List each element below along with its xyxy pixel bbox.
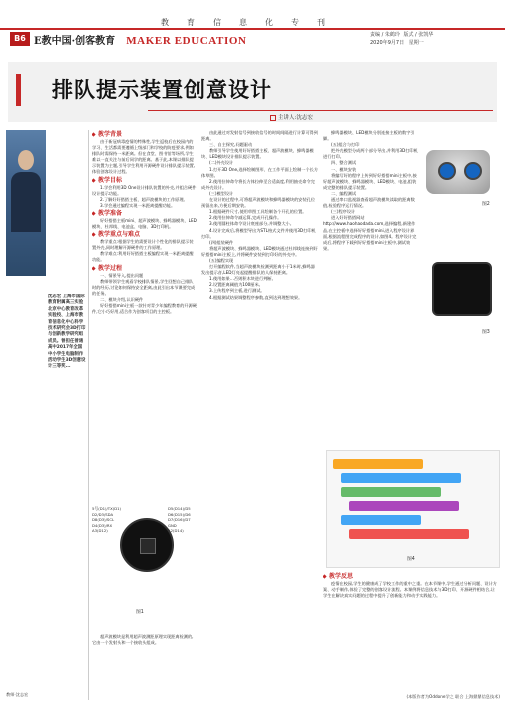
paragraph: 1.根据硬件尺寸,使用草图工具绘制各个开孔的位置。: [209, 209, 307, 215]
device-eye-right: [464, 162, 482, 180]
paragraph: (四)组装硬件: [209, 239, 234, 245]
pin-label: A2(D14): [168, 528, 184, 533]
paragraph: 将超声波模块、蜂鸣器模块、LED模块通过杜邦线连接到好好搭搭mini主板上,并将硬件安装到打印好的外壳中。: [201, 245, 318, 257]
paragraph: 2.使用拉伸命令将长方体拉伸至合适高度,利用抽壳命令完成外壳设计。: [201, 178, 315, 190]
paragraph: 超声波模块是利用超声波测距原理实现距离检测的,它由一个发射头和一个接收头组成。: [92, 634, 194, 646]
paragraph: 3.学会通过编程实现一米距离提醒功能。: [100, 202, 176, 208]
paragraph: (三)程序设计: [331, 209, 356, 215]
section-heading-text: 教学目标: [98, 176, 123, 184]
header-rule: [0, 28, 505, 30]
paragraph: (三)模型设计: [209, 190, 234, 196]
figure-3: [422, 248, 498, 340]
figure-4: [326, 450, 500, 568]
paragraph: 在设计的过程中,可将超声波模块和蜂鸣器模块的安装孔位预留出来,方便后期安装。: [201, 197, 316, 209]
paragraph: 3.上传程序到主板,进行测试。: [209, 288, 265, 294]
paragraph: 教学难点:利用好好搭搭主板编程实现一米距离提醒功能。: [92, 251, 194, 263]
paragraph: 1.使用如果…否则积木块进行判断。: [209, 276, 276, 282]
paragraph: 由此通过对发射信号到接收信号的时间间隔进行计算可得到距离。: [201, 130, 318, 142]
author-label: 主讲人:沈志宏: [278, 115, 313, 121]
pin-label: D5(D14)/D5: [168, 506, 191, 511]
paragraph: 1.学会利用3D One设计排队装置的外壳,并组合硬件设计提示功能。: [92, 184, 197, 196]
section-heading-text: 教学反思: [329, 573, 354, 580]
paragraph: (五)编程实现: [209, 257, 234, 263]
bio-divider: [88, 130, 89, 700]
figure-3-label: 图3: [482, 330, 490, 335]
figure-2: [422, 130, 498, 220]
paragraph: 将编写好的程序上传到好好搭搭mini主板中,接好超声波模块、蜂鸣器模块、LED模块、电池,组装成完整的排队提示装置。: [323, 172, 417, 190]
section-marker-icon: [323, 574, 327, 578]
issue-date: 2020年9月7日: [370, 40, 405, 46]
section-heading-text: 教学重点与难点: [98, 231, 141, 239]
device-eye-left: [438, 162, 456, 180]
paragraph: 通过串口监视器查看超声波模块读取的距离数值,检验程序运行情况。: [323, 197, 415, 209]
program-block-2: [341, 473, 461, 483]
section-marker-icon: [92, 132, 96, 136]
editor: 责编 / 朱鹤玲: [370, 32, 400, 38]
paragraph: 三、自主探究,问题驱动: [209, 142, 253, 148]
paragraph: 一、模块安装: [331, 166, 357, 172]
paragraph: 蜂鸣器模块、LED模块分别连接主板的数字引脚。: [323, 130, 415, 142]
pin-label: D8(D3)/SCL: [92, 517, 115, 522]
page-number: B6: [10, 32, 30, 46]
section-marker-icon: [92, 233, 96, 237]
author-bio: 沈志宏 上海市国际教育附属高三实验北京中心教育改革实验校、上海市教育信息化中心科学技术研究会3D打印与创新教学研究组成员。曾担任普通高中2017年全国中小学生电脑制作活动学生3D创意设计三等奖...: [48, 294, 86, 370]
paragraph: 把外壳模型分成两个部分导出,并利用3D打印机进行打印。: [323, 148, 418, 160]
paragraph: (二)外壳设计: [209, 160, 234, 166]
program-block-1: [333, 459, 423, 469]
paragraph: 1.打开3D One,选择绘制图形、在工作平面上绘制一个长方体草图。: [201, 166, 319, 178]
paragraph: 疫情在校园,学生的健康成了学校工作的重中之重。在本节课中,学生通过分析问题、设计方案、动手制作,体验了完整的创客设计流程。本课例将信息技术与3D打印、开源硬件相结合,让学生在解决真实问题的过程中提升了创新能力和动手实践能力。: [323, 581, 497, 599]
body-column-3b: [323, 342, 498, 460]
paragraph: 二、编程测试: [331, 190, 357, 196]
board-image: [120, 518, 174, 572]
author-photo: [6, 130, 46, 276]
header-meta: [370, 31, 500, 47]
body-column-2: [201, 130, 319, 700]
pin-label: D2/D3/SDA: [92, 511, 114, 517]
paragraph: 好好搭搭mini主板一款针对青少年编程教育的开源硬件,它小巧好用,适合作为创客项目的主控板。: [92, 302, 197, 315]
slogan: 教育信息化专刊: [161, 18, 343, 27]
paragraph: 2.使用拉伸命令减运算,完成开孔操作。: [209, 215, 282, 221]
paragraph: 打开编程软件,当超声波模块检测到距离小于1米时,蜂鸣器发出提示音,LED灯亮起提醒排队的人保持距离。: [201, 264, 315, 276]
photo-body: [11, 172, 41, 232]
article-title: 排队提示装置创意设计: [52, 78, 272, 102]
figure-1-label: 图1: [136, 610, 144, 615]
figure-4-label: 图4: [407, 557, 415, 562]
article-author: [270, 113, 313, 121]
section-heading: [92, 176, 197, 185]
pin-label: D7(D16)/D7: [168, 517, 191, 522]
section-title-en: MAKER EDUCATION: [126, 35, 247, 47]
title-banner: [8, 62, 497, 122]
body-column-3: [323, 130, 418, 320]
section-heading-text: 教学背景: [98, 131, 123, 138]
section-heading: [92, 209, 197, 218]
paragraph: 教师引导学生使用好好搭搭主板、超声波模块、蜂鸣器模块、LED模块设计排队提示装置。: [201, 148, 314, 160]
section-title: [34, 31, 247, 47]
weekday: 星期一: [408, 40, 424, 46]
pin-label: D4(D3)/RX: [92, 522, 113, 528]
paragraph: 2.设置距离阈值为100厘米。: [209, 282, 263, 288]
body-column-3c: [323, 572, 498, 688]
paragraph: 4.根据测试结果调整程序参数,直到达到理想效果。: [209, 294, 303, 300]
end-note: (本版作者为Oddone学之 联合 上海鼎鼎信息技术): [406, 694, 500, 699]
section-heading-text: 教学准备: [98, 209, 123, 217]
section-heading-text: 教学过程: [98, 264, 123, 272]
section-heading: [92, 264, 197, 273]
paragraph: 4.设计完成后,将模型导出为STL格式文件并使用3D打印机打印。: [201, 227, 316, 239]
figure-2-label: 图2: [482, 202, 490, 207]
slogan-bar: [102, 10, 402, 27]
pin-label: A3(D12): [92, 528, 108, 533]
pin-label: GND: [168, 522, 177, 528]
author-icon: [270, 115, 276, 121]
pin-label: 5号(D1)/TX(D1): [92, 506, 122, 511]
section-heading: [92, 130, 197, 139]
paragraph: (五)组合与打印: [331, 142, 360, 148]
paragraph: 一、情景导入,提出问题: [100, 272, 144, 278]
section-heading: [92, 230, 197, 239]
paragraph: 教师带领学生观看学校排队情景,学生回想自己排队时的经历,讨论如何保持安全距离,由此引出本节课要完成的任务。: [92, 278, 196, 296]
code-block-right: [168, 506, 198, 534]
paragraph: 3.使用圆柱体命令设计底座部分,并调整大小。: [209, 221, 294, 227]
program-block-6: [349, 529, 469, 539]
section-heading: [323, 572, 498, 581]
section-marker-icon: [92, 178, 96, 182]
board-chip: [140, 538, 156, 554]
body-column-1b: [92, 634, 197, 700]
paragraph: 好好搭搭主板mini、超声波模块、蜂鸣器模块、LED模块、杜邦线、电池盒、电脑、3D打印机。: [92, 217, 197, 230]
designer: 版式 / 张凯华: [403, 32, 434, 38]
paragraph: 二、模块介绍,认识硬件: [100, 296, 144, 302]
section-marker-icon: [92, 266, 96, 270]
section-marker-icon: [92, 211, 96, 215]
photo-head: [18, 150, 34, 170]
program-block-5: [341, 515, 421, 525]
photo-caption: 教师·沈志宏: [6, 692, 29, 697]
paragraph: 进入好好搭搭网站http://www.haohaodada.com,选择编程,新建作品,在主控板中选择好好搭搭mini,进入程序设计界面,根据流程图完成程序的设计,如图4。程序设计完成后,将程序下载到好好搭搭mini主板中,测试效果。: [323, 215, 417, 251]
paragraph: 由于新冠病毒疫情的特殊性,学生返校后在校园内的学习、生活都需要遵循上级部门和学校的防疫要求,例如排队时需保持一米距离。但在食堂、图书馆等场所,学生难以一直关注与前后同学的距离。基于此,本课以排队提示装置为主题,引导学生利用开源硬件设计排队提示装置,体验创客设计过程。: [92, 139, 196, 175]
paragraph: 2.了解好好搭搭主板、超声波模块的工作原理。: [100, 196, 188, 202]
title-underline: [148, 110, 493, 111]
code-block-left: [92, 506, 122, 534]
pin-label: D6(D15)/D6: [168, 511, 191, 517]
section-title-cn: E教中国·创客教育: [34, 36, 116, 47]
program-block-4: [349, 501, 459, 511]
paragraph: 教学重点:根据学生的需要设计个性化的排队提示装置外壳,同时理解开源硬件的工作原理。: [92, 239, 194, 251]
device-assembled-image: [432, 262, 492, 316]
body-column-1: [92, 130, 197, 492]
paragraph: 四、整合测试: [331, 160, 357, 166]
title-side-bar: [16, 74, 21, 106]
program-block-3: [341, 487, 441, 497]
